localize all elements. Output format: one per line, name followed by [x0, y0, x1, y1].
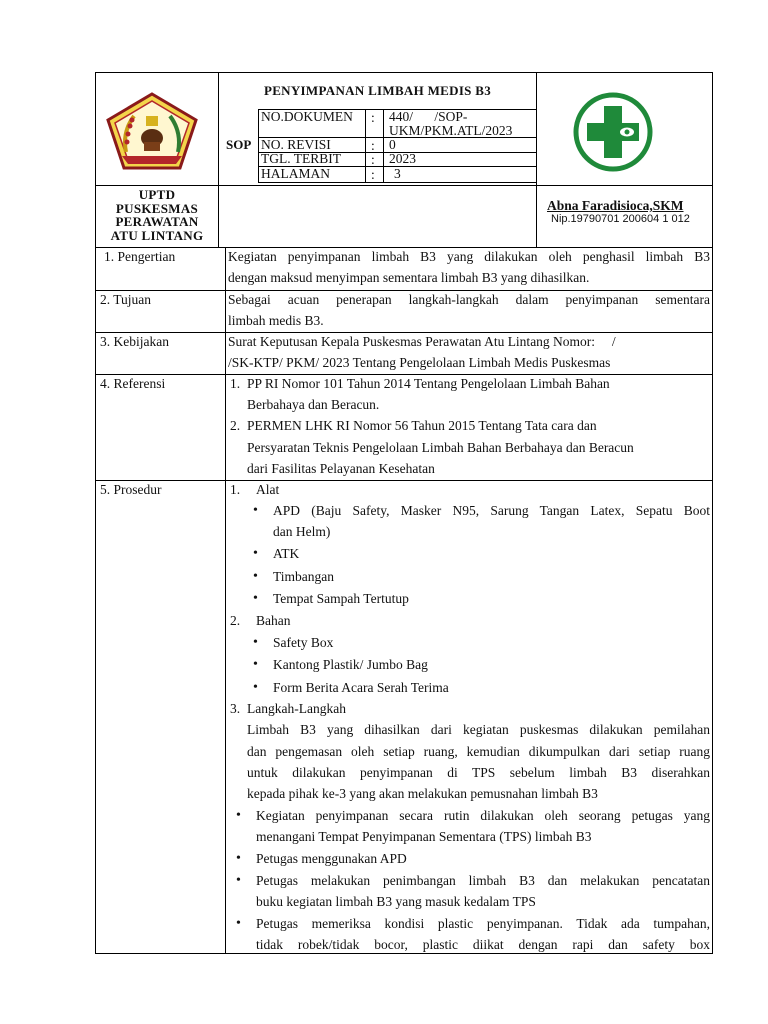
field-value-no-revisi: 0	[389, 137, 396, 152]
referensi-num: 2.	[230, 418, 241, 433]
langkah-paragraph: dan pengemasan oleh setiap ruang, kemudian dikumpulkan dari setiap ruang	[247, 744, 710, 759]
field-value-halaman: 3	[394, 166, 401, 181]
alat-item-continuation: dan Helm)	[273, 524, 331, 539]
prosedur-heading: Langkah-Langkah	[247, 701, 346, 716]
bahan-item: • Safety Box	[273, 635, 333, 651]
signer-name: Abna Faradisioca,SKM	[547, 198, 684, 213]
langkah-paragraph: kepada pihak ke-3 yang akan melakukan pemusnahan limbah B3	[247, 786, 598, 801]
langkah-paragraph: Limbah B3 yang dihasilkan dari kegiatan puskesmas dilakukan pemilahan	[247, 722, 710, 737]
alat-item: • Tempat Sampah Tertutup	[273, 591, 409, 607]
bahan-item: • Kantong Plastik/ Jumbo Bag	[273, 657, 428, 673]
prosedur-num: 2.	[230, 613, 241, 628]
referensi-text: dari Fasilitas Pelayanan Kesehatan	[247, 461, 435, 476]
row-label-referensi: 4. Referensi	[100, 376, 166, 391]
puskesmas-emblem	[104, 92, 200, 172]
row-label-tujuan: 2. Tujuan	[100, 292, 152, 307]
step-item-continuation: tidak robek/tidak bocor, plastic diikat dengan rapi dan safety box	[256, 937, 710, 952]
row-label-kebijakan: 3. Kebijakan	[100, 334, 169, 349]
sop-label: SOP	[226, 137, 252, 152]
row-label-pengertian: 1. Pengertian	[104, 249, 176, 264]
alat-item: • Timbangan	[273, 569, 334, 585]
organization-name	[96, 188, 218, 242]
org-line: PERAWATAN	[115, 214, 199, 229]
pengertian-text: Kegiatan penyimpanan limbah B3 yang dilakukan oleh penghasil limbah B3	[228, 249, 710, 264]
step-item-continuation: menangani Tempat Penyimpanan Sementara (TPS) limbah B3	[256, 829, 592, 844]
kebijakan-text: Surat Keputusan Kepala Puskesmas Perawatan Atu Lintang Nomor: /	[228, 334, 616, 349]
referensi-num: 1.	[230, 376, 241, 391]
field-value-no-dokumen: 440/ /SOP-	[389, 109, 468, 124]
referensi-text: Berbahaya dan Beracun.	[247, 397, 380, 412]
puskesmas-cross-logo	[570, 88, 656, 174]
field-label-tgl-terbit: TGL. TERBIT	[261, 151, 341, 166]
signer-nip: Nip.19790701 200604 1 012	[551, 213, 690, 225]
field-label-no-dokumen: NO.DOKUMEN	[261, 109, 353, 124]
tujuan-text: limbah medis B3.	[228, 313, 324, 328]
field-label-halaman: HALAMAN	[261, 166, 330, 181]
pengertian-text: dengan maksud menyimpan sementara limbah B3 yang dihasilkan.	[228, 270, 590, 285]
prosedur-num: 3.	[230, 701, 241, 716]
tujuan-text: Sebagai acuan penerapan langkah-langkah dalam penyimpanan sementara	[228, 292, 710, 307]
prosedur-heading: Alat	[256, 482, 280, 497]
document-title: PENYIMPANAN LIMBAH MEDIS B3	[263, 83, 492, 98]
prosedur-heading: Bahan	[256, 613, 291, 628]
field-sep: :	[371, 138, 375, 153]
step-item: • Petugas memeriksa kondisi plastic penyimpanan. Tidak ada tumpahan,	[256, 916, 710, 932]
alat-item: • ATK	[273, 546, 299, 562]
field-value-tgl-terbit: 2023	[389, 151, 416, 166]
step-item: • Kegiatan penyimpanan secara rutin dilakukan oleh seorang petugas yang	[256, 808, 710, 824]
referensi-text: Persyaratan Teknis Pengelolaan Limbah Bahan Berbahaya dan Beracun	[247, 440, 634, 455]
langkah-paragraph: untuk dilakukan penyimpanan di TPS sebelum limbah B3 diserahkan	[247, 765, 710, 780]
field-sep: :	[371, 167, 375, 182]
alat-item: • APD (Baju Safety, Masker N95, Sarung Tangan Latex, Sepatu Boot	[273, 503, 710, 519]
bahan-item: • Form Berita Acara Serah Terima	[273, 680, 449, 696]
kebijakan-text: /SK-KTP/ PKM/ 2023 Tentang Pengelolaan Limbah Medis Puskesmas	[228, 355, 611, 370]
org-line: PUSKESMAS	[115, 200, 199, 216]
row-label-prosedur: 5. Prosedur	[100, 482, 162, 497]
referensi-text: PERMEN LHK RI Nomor 56 Tahun 2015 Tentang Tata cara dan	[247, 418, 597, 433]
step-item: • Petugas menggunakan APD	[256, 851, 407, 867]
field-label-no-revisi: NO. REVISI	[261, 137, 331, 152]
referensi-text: PP RI Nomor 101 Tahun 2014 Tentang Pengelolaan Limbah Bahan	[247, 376, 610, 391]
field-sep: :	[371, 152, 375, 167]
prosedur-num: 1.	[230, 482, 241, 497]
org-line: UPTD	[138, 187, 176, 202]
org-line: ATU LINTANG	[110, 227, 204, 243]
step-item: • Petugas melakukan penimbangan limbah B3 dan melakukan pencatatan	[256, 873, 710, 889]
field-value-no-dokumen-2: UKM/PKM.ATL/2023	[389, 123, 513, 138]
step-item-continuation: buku kegiatan limbah B3 yang masuk kedalam TPS	[256, 894, 536, 909]
field-sep: :	[371, 110, 375, 125]
